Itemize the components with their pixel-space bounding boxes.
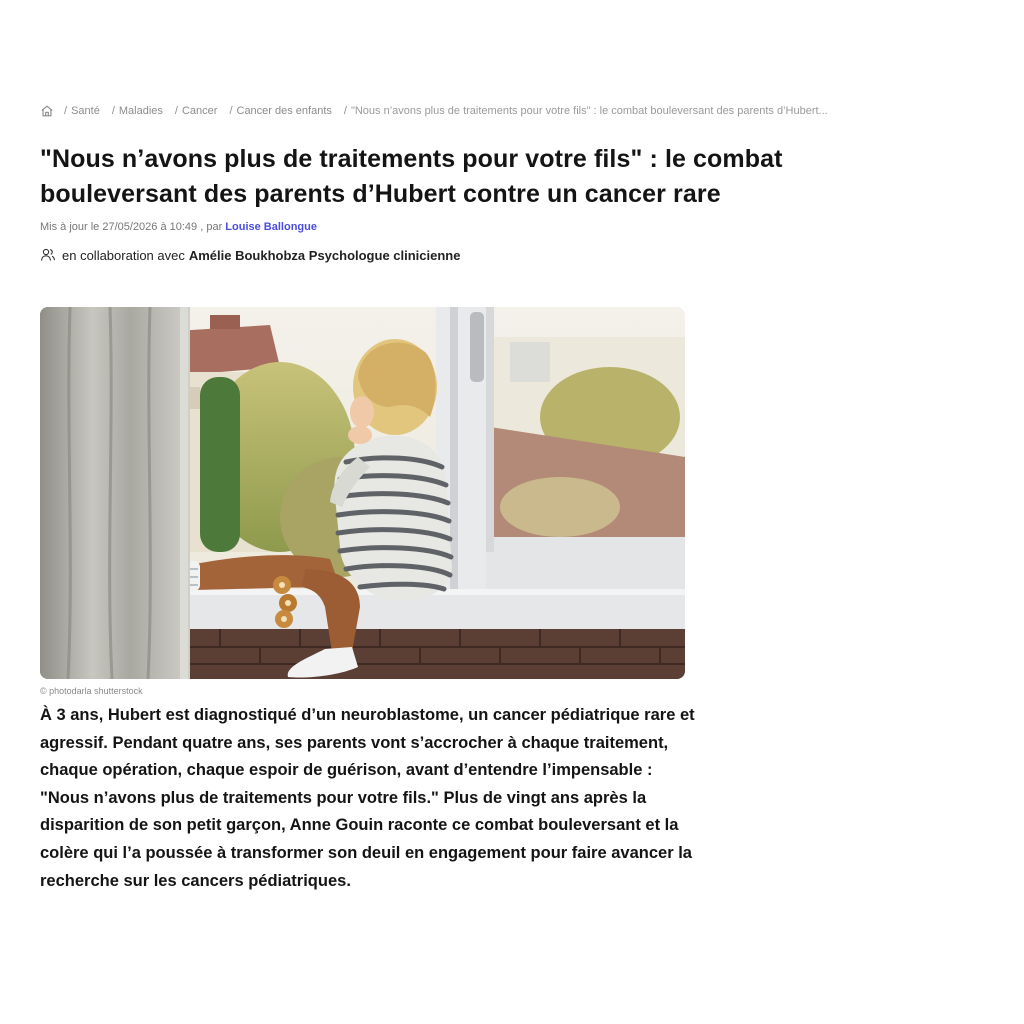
breadcrumb <box>40 101 1000 121</box>
collaboration-line <box>40 247 460 263</box>
breadcrumb-item-current: "Nous n’avons plus de traitements pour votre fils" : le combat bouleversant des parents d’Hubert... <box>350 105 828 117</box>
breadcrumb-item-cancer-des-enfants[interactable]: Cancer des enfants <box>236 105 332 117</box>
breadcrumb-item-sante[interactable]: Santé <box>71 105 100 117</box>
breadcrumb-separator: / <box>174 105 178 117</box>
breadcrumb-separator: / <box>343 105 347 117</box>
image-credit: © photodarla shutterstock <box>40 686 143 696</box>
article-title: "Nous n’avons plus de traitements pour votre fils" : le combat bouleversant des parents d’Hubert contre un cancer rare <box>40 145 783 208</box>
article-lead: À 3 ans, Hubert est diagnostiqué d’un neuroblastome, un cancer pédiatrique rare et agressif. Pendant quatre ans, ses parents vont s’accrocher à chaque traitement, chaque opération, chaque espoir de guérison, avant d’entendre l’impensable : "Nous n’avons plus de traitements pour votre fils." Plus de vingt ans après la disparition de son petit garçon, Anne Gouin raconte ce combat bouleversant et la colère qui l’a poussée à transformer son deuil en engagement pour faire avancer la recherche sur les cancers pédiatriques. <box>40 706 695 890</box>
breadcrumb-separator: / <box>229 105 233 117</box>
collaboration-prefix: en collaboration avec <box>62 247 185 263</box>
breadcrumb-separator: / <box>111 105 115 117</box>
breadcrumb-item-maladies[interactable]: Maladies <box>118 105 163 117</box>
author-link[interactable]: Louise Ballongue <box>225 221 317 233</box>
article-meta <box>40 221 317 233</box>
person-icon <box>40 247 56 263</box>
home-icon[interactable] <box>40 104 54 118</box>
expert-name[interactable]: Amélie Boukhobza Psychologue clinicienne <box>188 247 461 263</box>
hero-illustration <box>40 307 685 679</box>
breadcrumb-item-cancer[interactable]: Cancer <box>181 105 218 117</box>
hero-image <box>40 307 685 679</box>
updated-date: Mis à jour le 27/05/2026 à 10:49 , par <box>40 221 226 233</box>
breadcrumb-separator: / <box>64 105 68 117</box>
